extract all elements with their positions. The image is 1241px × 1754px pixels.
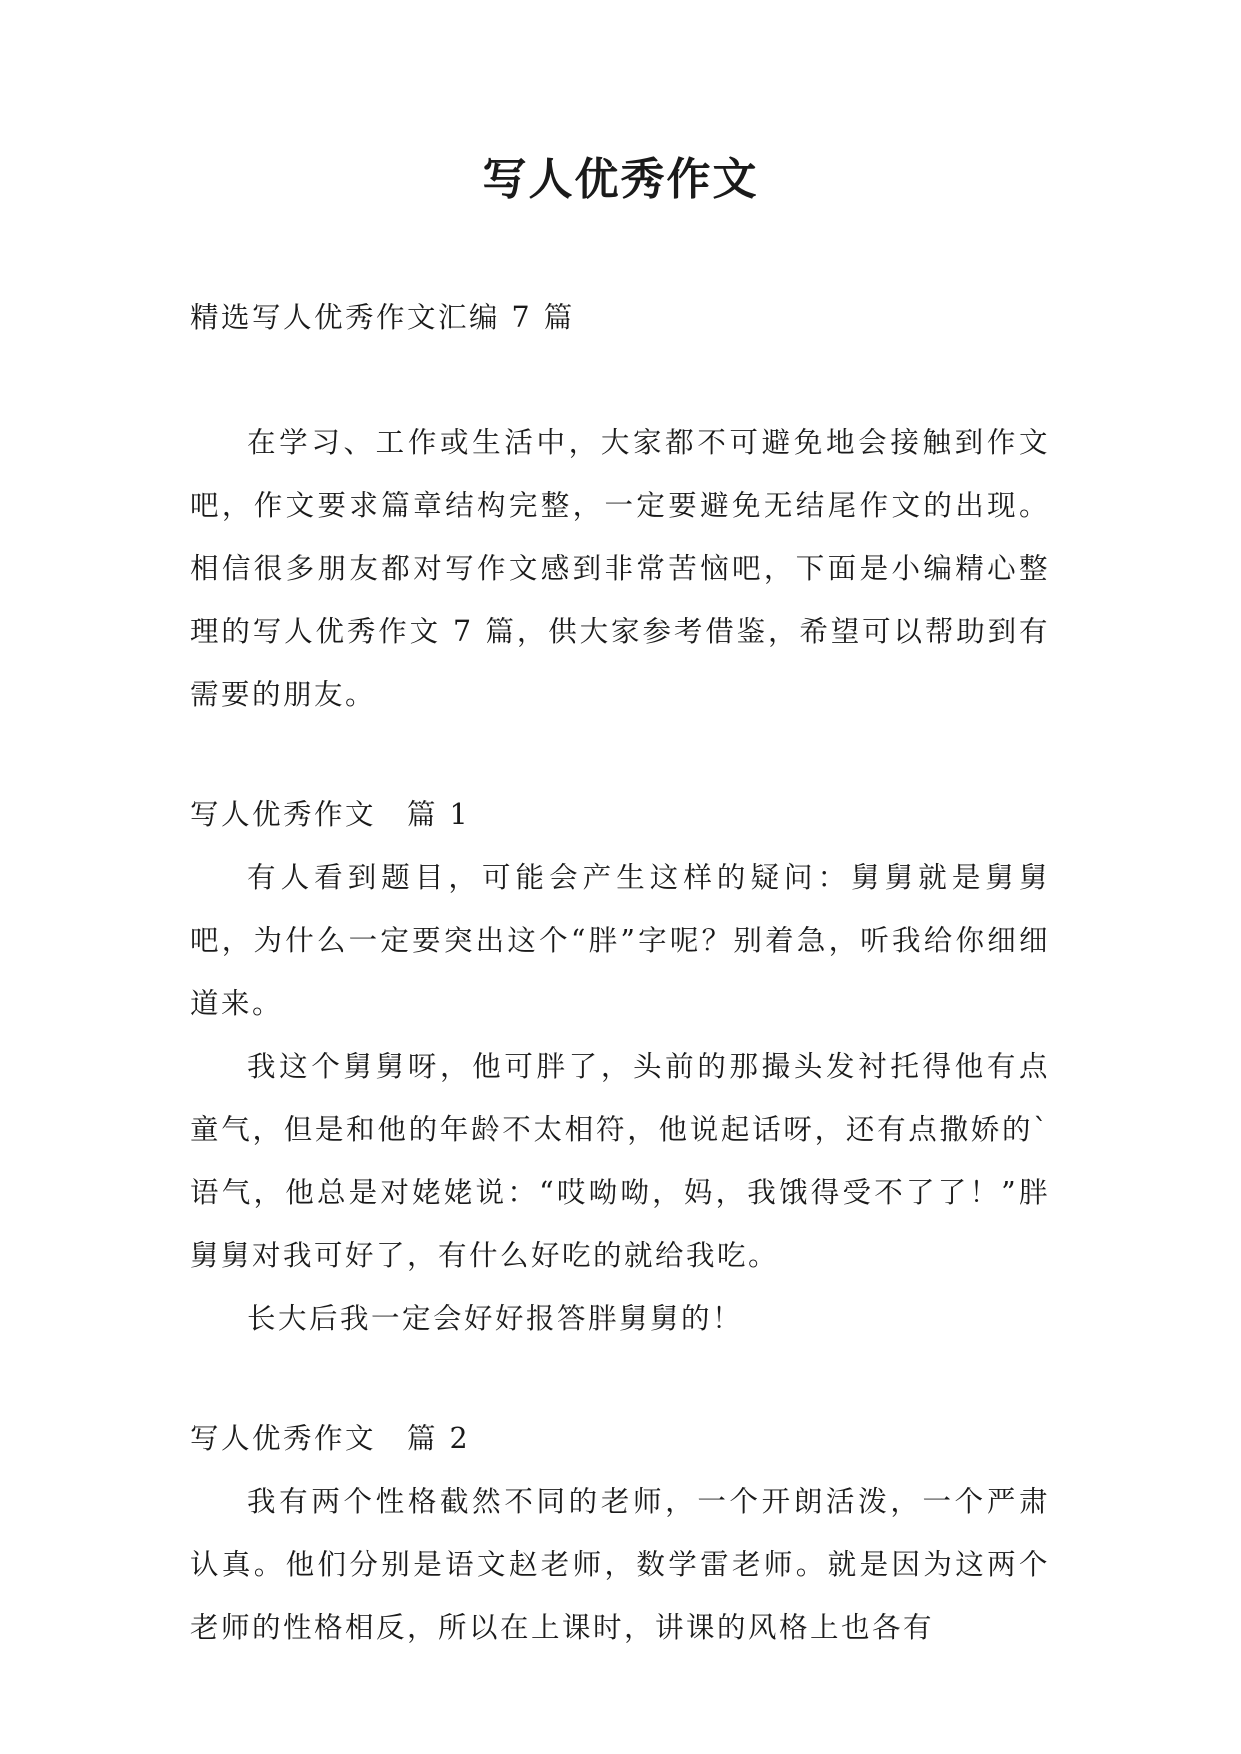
spacer <box>190 1350 1050 1408</box>
section-heading: 写人优秀作文 篇 2 <box>190 1422 471 1455</box>
section-paragraph: 有人看到题目，可能会产生这样的疑问：舅舅就是舅舅吧，为什么一定要突出这个“胖”字呢？别着急，听我给你细细道来。 <box>190 861 1050 1020</box>
intro-paragraph: 在学习、工作或生活中，大家都不可避免地会接触到作文吧，作文要求篇章结构完整，一定要避免无结尾作文的出现。相信很多朋友都对写作文感到非常苦恼吧，下面是小编精心整理的写人优秀作文 7 篇，供大家参考借鉴，希望可以帮助到有需要的朋友。 <box>190 426 1050 711</box>
document-title: 写人优秀作文 <box>482 154 759 205</box>
section-paragraph: 我有两个性格截然不同的老师，一个开朗活泼，一个严肃认真。他们分别是语文赵老师，数学雷老师。就是因为这两个老师的性格相反，所以在上课时，讲课的风格上也各有 <box>190 1485 1050 1644</box>
spacer <box>190 726 1050 784</box>
section-heading: 写人优秀作文 篇 1 <box>190 798 471 831</box>
essay-section-1 <box>190 784 1050 1350</box>
document-subtitle: 精选写人优秀作文汇编 7 篇 <box>190 301 575 334</box>
document-body <box>190 288 1050 1659</box>
spacer <box>190 348 1050 411</box>
essay-section-2 <box>190 1408 1050 1659</box>
section-paragraph: 我这个舅舅呀，他可胖了，头前的那撮头发衬托得他有点童气，但是和他的年龄不太相符，他说起话呀，还有点撒娇的`语气，他总是对姥姥说：“哎呦呦，妈，我饿得受不了了！”胖舅舅对我可好了，有什么好吃的就给我吃。 <box>190 1050 1050 1272</box>
section-paragraph: 长大后我一定会好好报答胖舅舅的！ <box>247 1302 744 1335</box>
